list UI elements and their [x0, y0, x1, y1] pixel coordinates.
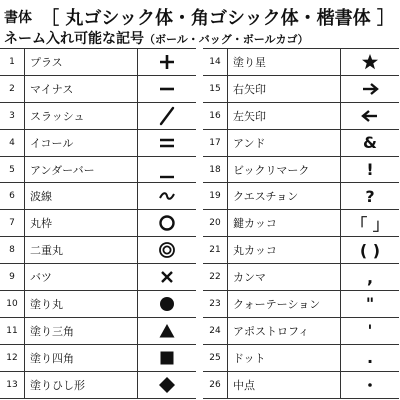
symbol-cell	[341, 103, 399, 129]
subtitle-note: （ボール・バッグ・ボールカゴ）	[144, 33, 309, 46]
table-row	[0, 76, 196, 103]
symbol-name: 塗り三角	[25, 318, 138, 344]
left-arrow-icon	[361, 107, 379, 125]
symbol-cell	[138, 291, 196, 317]
symbol-cell	[138, 76, 196, 102]
row-number: 15	[203, 76, 228, 102]
row-number: 2	[0, 76, 25, 102]
symbol-name: アンド	[228, 130, 341, 156]
symbol-cell	[138, 237, 196, 263]
symbol-cell	[138, 210, 196, 236]
symbol-cell	[138, 345, 196, 371]
table-row	[203, 76, 399, 103]
symbol-cell	[138, 157, 196, 183]
row-number: 17	[203, 130, 228, 156]
row-number: 24	[203, 318, 228, 344]
symbol-name: アポストロフィ	[228, 318, 341, 344]
filled-circle-icon	[158, 295, 176, 313]
tilde-icon	[158, 187, 176, 205]
symbol-name: 丸枠	[25, 210, 138, 236]
table-row	[203, 291, 399, 318]
table-row	[203, 372, 399, 399]
comma-icon: ,	[366, 267, 374, 287]
exclamation-icon: !	[366, 160, 374, 179]
corner-brackets-icon: 「 」	[351, 214, 389, 234]
row-number: 4	[0, 130, 25, 156]
symbol-name: 塗り四角	[25, 345, 138, 371]
symbol-name: 丸カッコ	[228, 237, 341, 263]
row-number: 25	[203, 345, 228, 371]
row-number: 20	[203, 210, 228, 236]
symbol-cell	[138, 264, 196, 290]
table-row	[0, 237, 196, 264]
table-row	[203, 183, 399, 210]
symbol-name: 二重丸	[25, 237, 138, 263]
table-row	[203, 345, 399, 372]
page-title: ［ 丸ゴシック体・角ゴシック体・楷書体 ］	[41, 8, 395, 29]
table-row	[203, 237, 399, 264]
row-number: 9	[0, 264, 25, 290]
dot-icon: .	[366, 348, 374, 368]
symbol-name: アンダーバー	[25, 157, 138, 183]
symbol-name: クォーテーション	[228, 291, 341, 317]
row-number: 7	[0, 210, 25, 236]
table-row	[0, 157, 196, 184]
symbol-cell	[138, 103, 196, 129]
symbol-cell	[138, 318, 196, 344]
filled-triangle-icon	[158, 322, 176, 340]
table-row	[203, 157, 399, 184]
table-row	[0, 49, 196, 76]
table-row	[203, 103, 399, 130]
middle-dot-icon: ・	[361, 376, 378, 396]
table-row	[0, 291, 196, 318]
symbol-name: イコール	[25, 130, 138, 156]
symbol-name: プラス	[25, 49, 138, 75]
row-number: 5	[0, 157, 25, 183]
symbol-cell	[138, 130, 196, 156]
row-number: 26	[203, 372, 228, 398]
row-number: 14	[203, 49, 228, 75]
row-number: 18	[203, 157, 228, 183]
symbol-name: ドット	[228, 345, 341, 371]
symbol-name: 塗り星	[228, 49, 341, 75]
apostrophe-icon: '	[367, 321, 373, 341]
table-row	[0, 130, 196, 157]
row-number: 21	[203, 237, 228, 263]
table-row	[203, 264, 399, 291]
cross-icon	[158, 268, 176, 286]
row-number: 13	[0, 372, 25, 398]
symbol-name: マイナス	[25, 76, 138, 102]
symbol-name: 右矢印	[228, 76, 341, 102]
underbar-icon	[158, 160, 176, 180]
table-row	[203, 130, 399, 157]
subtitle: ネーム入れ可能な記号	[4, 31, 144, 47]
symbol-name: クエスチョン	[228, 183, 341, 209]
table-row	[0, 103, 196, 130]
filled-square-icon	[158, 349, 176, 367]
row-number: 22	[203, 264, 228, 290]
symbol-table-left	[0, 48, 196, 399]
table-row	[203, 49, 399, 76]
symbol-name: スラッシュ	[25, 103, 138, 129]
table-row	[203, 318, 399, 345]
filled-diamond-icon	[158, 376, 176, 394]
filled-star-icon	[361, 53, 379, 71]
table-row	[0, 183, 196, 210]
slash-icon	[158, 106, 176, 126]
circle-outline-icon	[158, 214, 176, 232]
parentheses-icon: ( )	[359, 240, 381, 260]
equal-icon	[158, 134, 176, 152]
table-row	[0, 318, 196, 345]
row-number: 19	[203, 183, 228, 209]
symbol-table-right	[203, 48, 399, 399]
row-number: 1	[0, 49, 25, 75]
symbol-name: 鍵カッコ	[228, 210, 341, 236]
symbol-cell	[138, 49, 196, 75]
table-row	[0, 345, 196, 372]
quotation-icon: "	[365, 294, 375, 314]
table-row	[0, 264, 196, 291]
plus-icon	[158, 53, 176, 71]
table-row	[0, 372, 196, 399]
symbol-name: 波線	[25, 183, 138, 209]
minus-icon	[158, 80, 176, 98]
symbol-name: バツ	[25, 264, 138, 290]
row-number: 10	[0, 291, 25, 317]
row-number: 6	[0, 183, 25, 209]
row-number: 12	[0, 345, 25, 371]
symbol-name: 中点	[228, 372, 341, 398]
symbol-cell	[138, 372, 196, 398]
symbol-name: 塗りひし形	[25, 372, 138, 398]
symbol-name: ビックリマーク	[228, 157, 341, 183]
question-icon: ?	[365, 186, 375, 206]
row-number: 11	[0, 318, 25, 344]
symbol-cell	[341, 76, 399, 102]
table-row	[0, 210, 196, 237]
typeface-label: 書体	[4, 10, 32, 26]
ampersand-icon: &	[363, 133, 377, 153]
subtitle-line	[4, 28, 309, 47]
symbol-name: 左矢印	[228, 103, 341, 129]
row-number: 8	[0, 237, 25, 263]
symbol-cell	[138, 183, 196, 209]
symbol-name: カンマ	[228, 264, 341, 290]
symbol-cell	[341, 49, 399, 75]
header-line	[4, 4, 395, 29]
double-circle-icon	[158, 241, 176, 259]
table-row	[203, 210, 399, 237]
row-number: 16	[203, 103, 228, 129]
row-number: 3	[0, 103, 25, 129]
row-number: 23	[203, 291, 228, 317]
symbol-name: 塗り丸	[25, 291, 138, 317]
right-arrow-icon	[361, 80, 379, 98]
